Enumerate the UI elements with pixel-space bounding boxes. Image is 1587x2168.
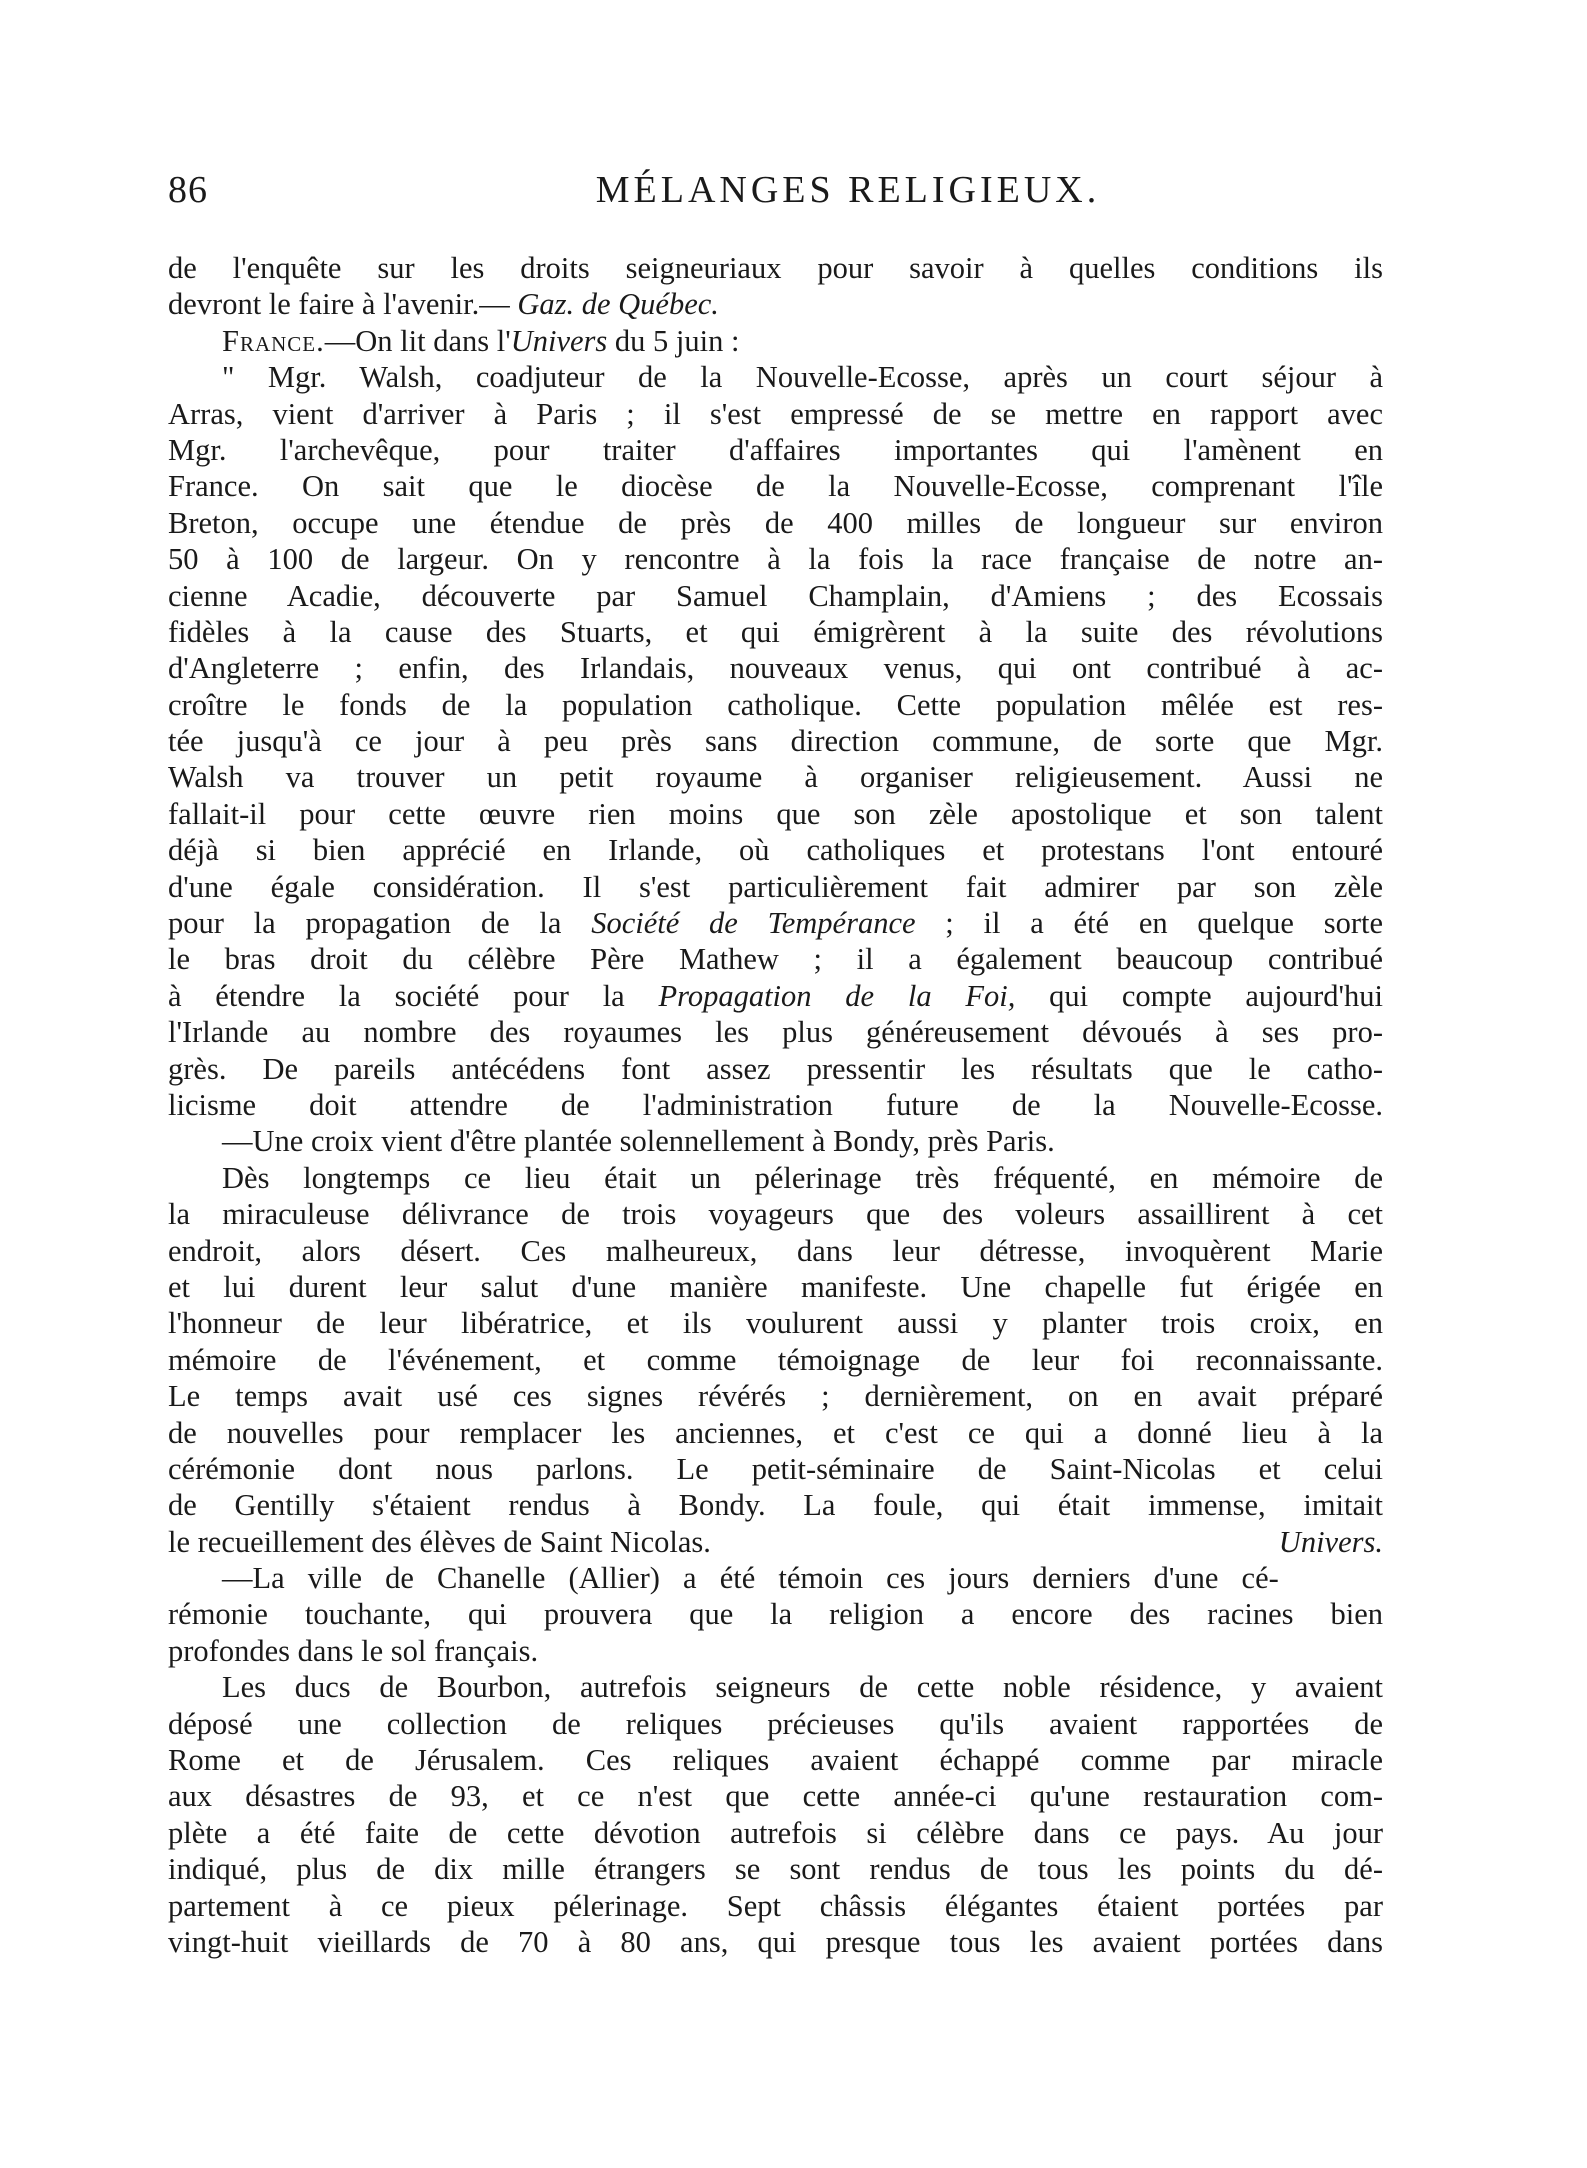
text-line xyxy=(168,1596,1383,1632)
line-text: et lui durent leur salut d'une manière manifeste. Une chapelle fut érigée en xyxy=(168,1269,1383,1304)
line-text: pour la propagation de la xyxy=(168,906,592,941)
text-line xyxy=(168,1123,1383,1159)
text-line xyxy=(168,941,1383,977)
text-line xyxy=(168,723,1383,759)
line-text: cienne Acadie, découverte par Samuel Champlain, d'Amiens ; des Ecossais xyxy=(168,578,1383,613)
text-line xyxy=(168,505,1383,541)
line-text: la miraculeuse délivrance de trois voyageurs que des voleurs assaillirent à cet xyxy=(168,1197,1383,1232)
text-line xyxy=(168,432,1383,468)
text-line xyxy=(168,1160,1383,1196)
line-text: d'une égale considération. Il s'est particulièrement fait admirer par son zèle xyxy=(168,869,1383,904)
running-title: MÉLANGES RELIGIEUX. xyxy=(595,169,1101,211)
line-text: —Une croix vient d'être plantée solennellement à Bondy, près Paris. xyxy=(222,1124,1055,1159)
line-text-after: qui compte aujourd'hui xyxy=(1015,978,1384,1013)
text-line xyxy=(168,1415,1383,1451)
italic-title: Société de Tempérance xyxy=(591,906,916,941)
text-line xyxy=(168,1342,1383,1378)
text-line xyxy=(168,978,1383,1014)
line-text: profondes dans le sol français. xyxy=(168,1633,539,1668)
line-text: Les ducs de Bourbon, autrefois seigneurs de cette noble résidence, y avaient xyxy=(222,1670,1383,1705)
line-text: indiqué, plus de dix mille étrangers se sont rendus de tous les points du dé- xyxy=(168,1852,1383,1887)
text-line xyxy=(168,1305,1383,1341)
line-text: le recueillement des élèves de Saint Nicolas. xyxy=(168,1524,711,1559)
text-line xyxy=(168,650,1383,686)
line-text: —On lit dans l' xyxy=(324,323,511,358)
line-text: vingt-huit vieillards de 70 à 80 ans, qui presque tous les avaient portées dans xyxy=(168,1924,1383,1959)
line-text: de l'enquête sur les droits seigneuriaux pour savoir à quelles conditions ils xyxy=(168,251,1383,285)
text-line xyxy=(168,578,1383,614)
line-text: l'Irlande au nombre des royaumes les plus généreusement dévoués à ses pro- xyxy=(168,1015,1383,1050)
text-line xyxy=(168,869,1383,905)
line-text: France. On sait que le diocèse de la Nouvelle-Ecosse, comprenant l'île xyxy=(168,469,1383,504)
text-line xyxy=(168,832,1383,868)
text-line xyxy=(168,687,1383,723)
line-text: Breton, occupe une étendue de près de 400 milles de longueur sur environ xyxy=(168,505,1383,540)
text-line xyxy=(168,1778,1383,1814)
text-line xyxy=(168,796,1383,832)
line-text: déposé une collection de reliques précieuses qu'ils avaient rapportées de xyxy=(168,1706,1383,1741)
line-text: aux désastres de 93, et ce n'est que cette année-ci qu'une restauration com- xyxy=(168,1779,1383,1814)
line-text: déjà si bien apprécié en Irlande, où catholiques et protestans l'ont entouré xyxy=(168,833,1383,868)
line-text: cérémonie dont nous parlons. Le petit-séminaire de Saint-Nicolas et celui xyxy=(168,1451,1383,1486)
line-text: Walsh va trouver un petit royaume à organiser religieusement. Aussi ne xyxy=(168,760,1383,795)
text-line xyxy=(168,1451,1383,1487)
text-line xyxy=(168,1924,1383,1960)
text-line xyxy=(168,1633,1383,1669)
text-line xyxy=(168,614,1383,650)
italic-title: Propagation de la Foi, xyxy=(658,978,1016,1013)
text-line xyxy=(168,1087,1383,1123)
page-number: 86 xyxy=(168,169,208,211)
text-line xyxy=(168,359,1383,395)
text-line xyxy=(168,1014,1383,1050)
line-text: 50 à 100 de largeur. On y rencontre à la fois la race française de notre an- xyxy=(168,542,1383,577)
line-text: d'Angleterre ; enfin, des Irlandais, nouveaux venus, qui ont contribué à ac- xyxy=(168,651,1383,686)
line-text: de nouvelles pour remplacer les anciennes, et c'est ce qui a donné lieu à la xyxy=(168,1415,1383,1450)
line-text: rémonie touchante, qui prouvera que la religion a encore des racines bien xyxy=(168,1597,1383,1632)
text-line xyxy=(168,1487,1383,1523)
section-heading: France. xyxy=(222,323,325,358)
text-line xyxy=(168,1669,1383,1705)
page-header xyxy=(168,168,1380,228)
line-text: plète a été faite de cette dévotion autrefois si célèbre dans ce pays. Au jour xyxy=(168,1815,1383,1850)
line-text: " Mgr. Walsh, coadjuteur de la Nouvelle-Ecosse, après un court séjour à xyxy=(222,360,1383,395)
line-text: devront le faire à l'avenir.— xyxy=(168,287,510,322)
line-text: Mgr. l'archevêque, pour traiter d'affaires importantes qui l'amènent en xyxy=(168,432,1383,467)
line-text: Dès longtemps ce lieu était un pélerinage très fréquenté, en mémoire de xyxy=(222,1160,1383,1195)
line-text: grès. De pareils antécédens font assez pressentir les résultats que le catho- xyxy=(168,1051,1383,1086)
line-text: Le temps avait usé ces signes révérés ; dernièrement, on en avait préparé xyxy=(168,1379,1383,1414)
text-line xyxy=(168,759,1383,795)
text-line xyxy=(168,396,1383,432)
text-line xyxy=(168,905,1383,941)
source-citation: Gaz. de Québec. xyxy=(509,287,719,322)
text-line xyxy=(168,250,1383,286)
line-text: Rome et de Jérusalem. Ces reliques avaient échappé comme par miracle xyxy=(168,1743,1383,1778)
text-line xyxy=(168,1742,1383,1778)
body-text xyxy=(168,250,1383,1960)
line-text: tée jusqu'à ce jour à peu près sans direction commune, de sorte que Mgr. xyxy=(168,724,1383,759)
line-text: —La ville de Chanelle (Allier) a été témoin ces jours derniers d'une cé- xyxy=(222,1561,1279,1596)
line-text: de Gentilly s'étaient rendus à Bondy. La foule, qui était immense, imitait xyxy=(168,1488,1383,1523)
text-line xyxy=(168,1888,1383,1924)
line-text-after: du 5 juin : xyxy=(607,323,740,358)
line-text: à étendre la société pour la xyxy=(168,978,659,1013)
line-text: le bras droit du célèbre Père Mathew ; il a également beaucoup contribué xyxy=(168,942,1383,977)
line-text: fallait-il pour cette œuvre rien moins que son zèle apostolique et son talent xyxy=(168,796,1383,831)
line-text: partement à ce pieux pélerinage. Sept châssis élégantes étaient portées par xyxy=(168,1888,1383,1923)
text-line xyxy=(168,1560,1383,1596)
line-text: l'honneur de leur libératrice, et ils voulurent aussi y planter trois croix, en xyxy=(168,1306,1383,1341)
line-text: endroit, alors désert. Ces malheureux, dans leur détresse, invoquèrent Marie xyxy=(168,1233,1383,1268)
source-citation: Univers. xyxy=(1278,1524,1383,1559)
text-line xyxy=(168,1233,1383,1269)
line-text: Arras, vient d'arriver à Paris ; il s'est empressé de se mettre en rapport avec xyxy=(168,396,1383,431)
line-text: mémoire de l'événement, et comme témoignage de leur foi reconnaissante. xyxy=(168,1342,1383,1377)
text-line xyxy=(168,1269,1383,1305)
text-line xyxy=(168,286,1383,322)
text-line xyxy=(168,541,1383,577)
line-text: croître le fonds de la population catholique. Cette population mêlée est res- xyxy=(168,687,1383,722)
text-line xyxy=(168,468,1383,504)
italic-title: Univers xyxy=(510,323,608,358)
text-line xyxy=(168,1524,1383,1560)
text-line xyxy=(168,1851,1383,1887)
line-text: fidèles à la cause des Stuarts, et qui émigrèrent à la suite des révolutions xyxy=(168,614,1383,649)
text-line xyxy=(168,1196,1383,1232)
text-line xyxy=(168,1378,1383,1414)
text-line xyxy=(168,1706,1383,1742)
line-text-after: ; il a été en quelque sorte xyxy=(915,906,1383,941)
text-line xyxy=(168,1051,1383,1087)
line-text: licisme doit attendre de l'administration future de la Nouvelle-Ecosse. xyxy=(168,1087,1383,1122)
text-line xyxy=(168,323,1383,359)
text-line xyxy=(168,1815,1383,1851)
